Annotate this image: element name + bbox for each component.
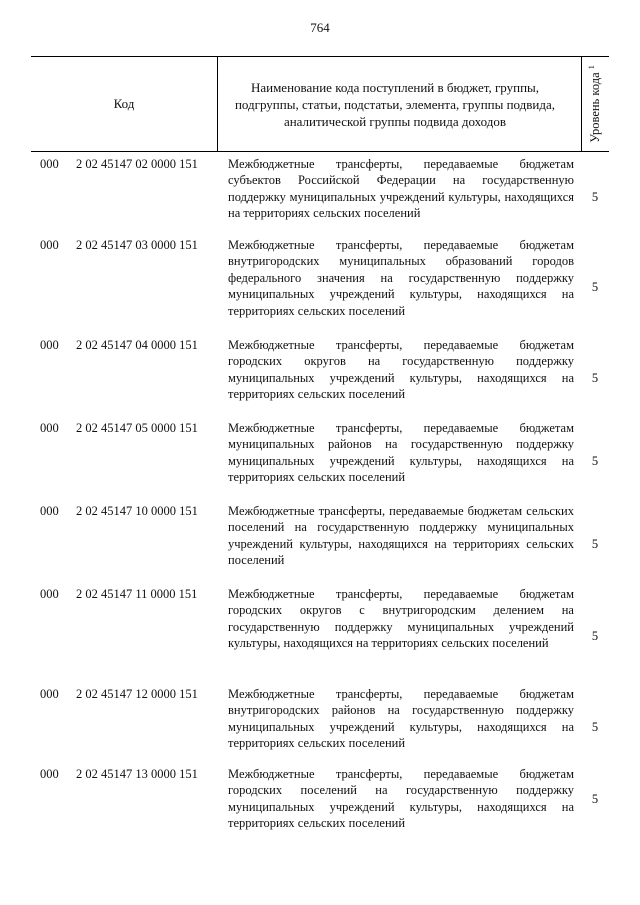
header-divider (217, 57, 218, 151)
header-name: Наименование кода поступлений в бюджет, группы, подгруппы, статьи, подстатьи, элемента, группы подвида, аналитической группы подвида доходов (234, 79, 556, 129)
code-level: 5 (591, 537, 599, 551)
header-level (581, 57, 609, 151)
revenue-description: Межбюджетные трансферты, передаваемые бюджетам сельских поселений на государственную поддержку муниципальных учреждений культуры, находящихся на территориях сельских поселений (228, 504, 574, 568)
header-level-label (587, 65, 603, 143)
revenue-code: 2 02 45147 12 0000 151 (76, 687, 198, 701)
revenue-description: Межбюджетные трансферты, передаваемые бюджетам городских округов на государственную поддержку муниципальных учреждений культуры, находящихся на территориях сельских поселений (228, 338, 574, 402)
admin-code: 000 (40, 587, 59, 601)
revenue-code: 2 02 45147 03 0000 151 (76, 238, 198, 252)
page-number: 764 (310, 20, 330, 35)
revenue-description: Межбюджетные трансферты, передаваемые бюджетам городских округов с внутригородским делением на государственную поддержку муниципальных учреждений культуры, находящихся на территориях сельских поселений (228, 587, 574, 651)
revenue-code: 2 02 45147 11 0000 151 (76, 587, 198, 601)
revenue-code: 2 02 45147 10 0000 151 (76, 504, 198, 518)
code-level: 5 (591, 371, 599, 385)
admin-code: 000 (40, 421, 59, 435)
admin-code: 000 (40, 338, 59, 352)
revenue-description: Межбюджетные трансферты, передаваемые бюджетам субъектов Российской Федерации на государственную поддержку муниципальных учреждений культуры, находящихся на территориях сельских поселений (228, 157, 574, 221)
code-level: 5 (591, 454, 599, 468)
admin-code: 000 (40, 504, 59, 518)
admin-code: 000 (40, 687, 59, 701)
code-level: 5 (591, 720, 599, 734)
code-level: 5 (591, 629, 599, 643)
table-header (31, 56, 609, 152)
revenue-code: 2 02 45147 04 0000 151 (76, 338, 198, 352)
revenue-code: 2 02 45147 05 0000 151 (76, 421, 198, 435)
code-level: 5 (591, 190, 599, 204)
revenue-code: 2 02 45147 02 0000 151 (76, 157, 198, 171)
revenue-description: Межбюджетные трансферты, передаваемые бюджетам муниципальных районов на государственную поддержку муниципальных учреждений культуры, находящихся на территориях сельских поселений (228, 421, 574, 485)
revenue-description: Межбюджетные трансферты, передаваемые бюджетам городских поселений на государственную поддержку муниципальных учреждений культуры, находящихся на территориях сельских поселений (228, 767, 574, 831)
revenue-description: Межбюджетные трансферты, передаваемые бюджетам внутригородских районов на государственную поддержку муниципальных учреждений культуры, находящихся на территориях сельских поселений (228, 687, 574, 751)
header-level-footnote: 1 (586, 65, 596, 70)
header-code: Код (113, 96, 135, 111)
header-level-text: Уровень кода (588, 72, 603, 143)
revenue-code: 2 02 45147 13 0000 151 (76, 767, 198, 781)
revenue-description: Межбюджетные трансферты, передаваемые бюджетам внутригородских муниципальных образований городов федерального значения на государственную поддержку муниципальных учреждений культуры, находящихся на территориях сельских поселений (228, 238, 574, 318)
code-level: 5 (591, 280, 599, 294)
code-level: 5 (591, 792, 599, 806)
admin-code: 000 (40, 157, 59, 171)
admin-code: 000 (40, 238, 59, 252)
admin-code: 000 (40, 767, 59, 781)
